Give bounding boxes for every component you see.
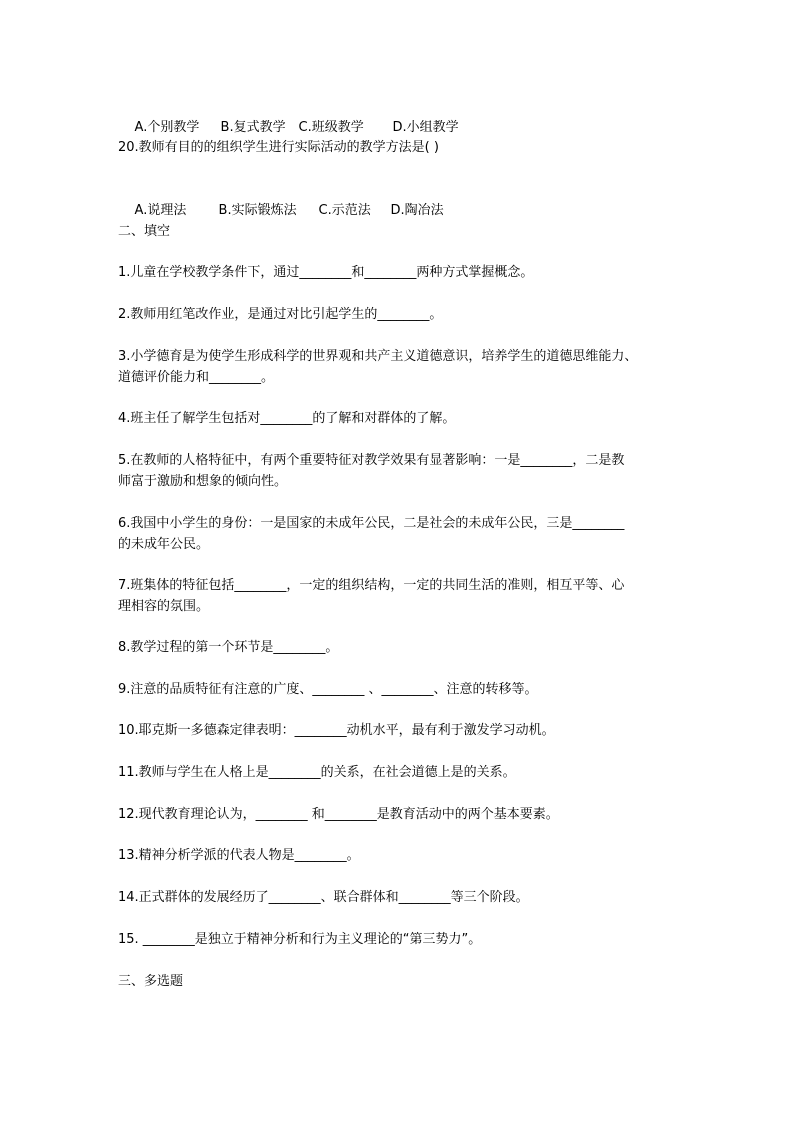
fill-item-6-line2: 的未成年公民。: [118, 537, 210, 552]
fill-item-15: 15. ________是独立于精神分析和行为主义理论的“第三势力”。: [118, 932, 482, 947]
option-c: C.班级教学: [298, 120, 364, 135]
option-a: A.个别教学: [134, 120, 200, 135]
section-heading: 二、填空: [118, 224, 171, 239]
fill-item-13: 13.精神分析学派的代表人物是________。: [118, 848, 360, 863]
fill-item-5-line1: 5.在教师的人格特征中，有两个重要特征对教学效果有显著影响：一是________，二是教: [118, 453, 625, 468]
option-c: C.示范法: [318, 203, 371, 218]
fill-item-6-line1: 6.我国中小学生的身份：一是国家的未成年公民，二是社会的未成年公民，三是________: [118, 516, 625, 531]
q20-stem: 20.教师有目的的组织学生进行实际活动的教学方法是( ): [118, 140, 439, 155]
option-b: B.实际锻炼法: [218, 203, 297, 218]
fill-item-11: 11.教师与学生在人格上是________的关系，在社会道德上是的关系。: [118, 765, 516, 780]
option-d: D.小组教学: [392, 120, 459, 135]
fill-item-12: 12.现代教育理论认为，________ 和________是教育活动中的两个基本要素。: [118, 807, 559, 822]
fill-item-1: 1.儿童在学校教学条件下，通过________和________两种方式掌握概念。: [118, 265, 534, 280]
section-heading: 三、多选题: [118, 974, 184, 989]
fill-item-7-line2: 理相容的氛围。: [118, 599, 210, 614]
fill-item-2: 2.教师用红笔改作业，是通过对比引起学生的________。: [118, 307, 443, 322]
fill-item-14: 14.正式群体的发展经历了________、联合群体和________等三个阶段。: [118, 890, 529, 905]
option-a: A.说理法: [134, 203, 187, 218]
fill-item-10: 10.耶克斯一多德森定律表明：________动机水平，最有利于激发学习动机。: [118, 723, 555, 738]
fill-item-9: 9.注意的品质特征有注意的广度、________ 、________、注意的转移等。: [118, 682, 538, 697]
fill-item-5-line2: 师富于激励和想象的倾向性。: [118, 474, 288, 489]
fill-item-7-line1: 7.班集体的特征包括________，一定的组织结构，一定的共同生活的准则，相互平等、心: [118, 578, 625, 593]
option-b: B.复式教学: [220, 120, 286, 135]
option-d: D.陶冶法: [390, 203, 444, 218]
fill-item-3-line2: 道德评价能力和________。: [118, 370, 275, 385]
fill-item-4: 4.班主任了解学生包括对________的了解和对群体的了解。: [118, 411, 456, 426]
fill-item-3-line1: 3.小学德育是为使学生形成科学的世界观和共产主义道德意识，培养学生的道德思维能力、: [118, 349, 638, 364]
fill-item-8: 8.教学过程的第一个环节是________。: [118, 640, 339, 655]
